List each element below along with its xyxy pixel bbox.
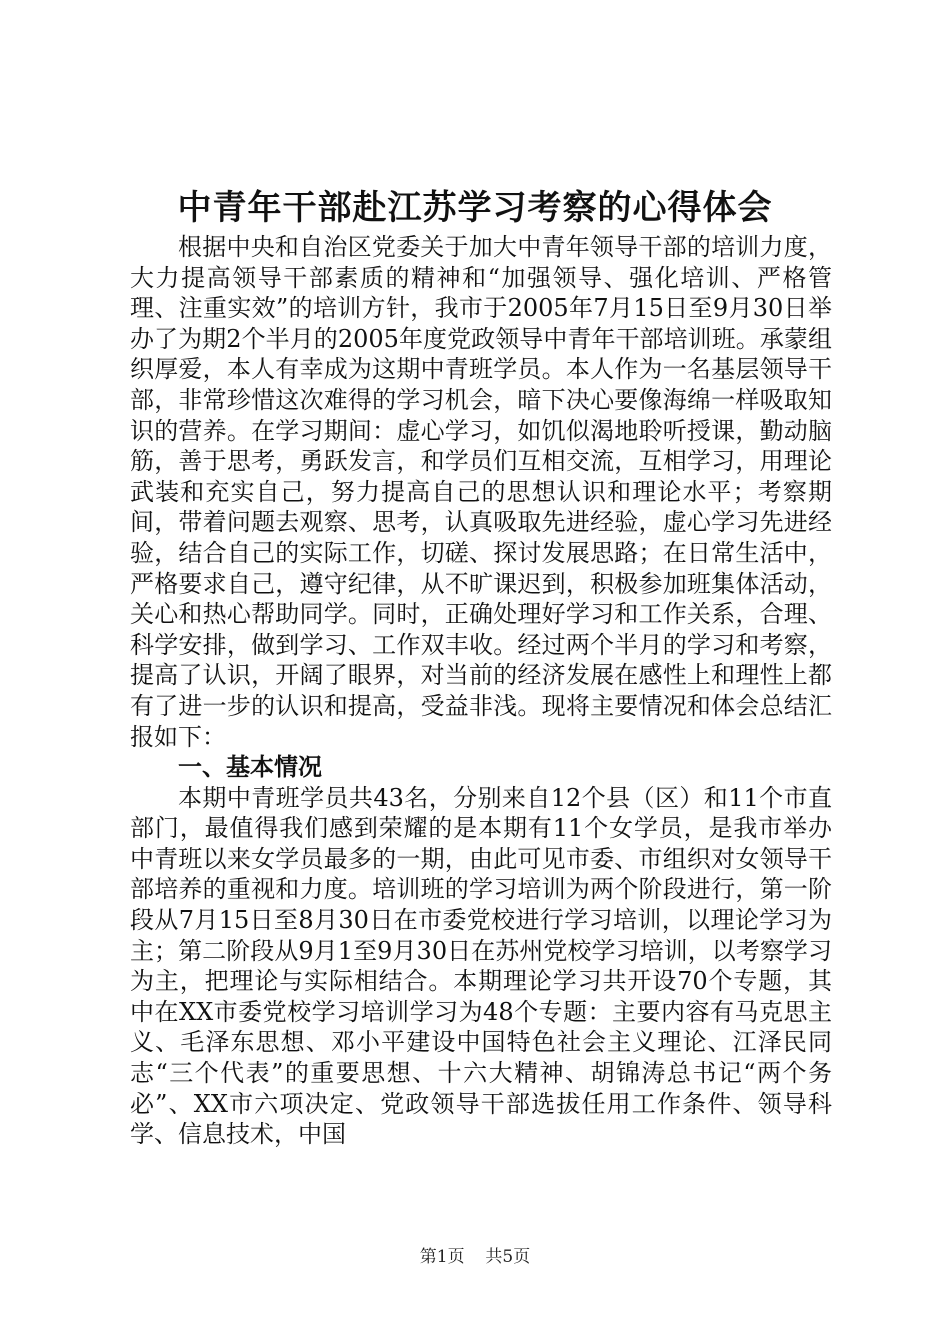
page-number: 第1页 — [419, 1247, 465, 1267]
basic-info-paragraph: 本期中青班学员共43名，分别来自12个县（区）和11个市直部门，最值得我们感到荣耀的是本期有11个女学员，是我市举办中青班以来女学员最多的一期，由此可见市委、市组织对女领导干部培养的重视和力度。培训班的学习培训为两个阶段进行，第一阶段从7月15日至8月30日在市委党校进行学习培训，以理论学习为主；第二阶段从9月1至9月30日在苏州党校学习培训，以考察学习为主，把理论与实际相结合。本期理论学习共开设70个专题，其中在XX市委党校学习培训学习为48个专题：主要内容有马克思主义、毛泽东思想、邓小平建设中国特色社会主义理论、江泽民同志“三个代表”的重要思想、十六大精神、胡锦涛总书记“两个务必”、XX市六项决定、党政领导干部选拔任用工作条件、领导科学、信息技术，中国 — [130, 783, 832, 1149]
document-title: 中青年干部赴江苏学习考察的心得体会 — [177, 188, 773, 228]
page-footer — [0, 1245, 950, 1269]
section-heading: 一、基本情况 — [178, 752, 322, 782]
document-body — [130, 232, 832, 1150]
page-total: 共5页 — [485, 1247, 531, 1267]
intro-paragraph: 根据中央和自治区党委关于加大中青年领导干部的培训力度，大力提高领导干部素质的精神和“加强领导、强化培训、严格管理、注重实效”的培训方针，我市于2005年7月15日至9月30日举办了为期2个半月的2005年度党政领导中青年干部培训班。承蒙组织厚爱，本人有幸成为这期中青班学员。本人作为一名基层领导干部，非常珍惜这次难得的学习机会，暗下决心要像海绵一样吸取知识的营养。在学习期间：虚心学习，如饥似渴地聆听授课，勤动脑筋，善于思考，勇跃发言，和学员们互相交流，互相学习，用理论武装和充实自己，努力提高自己的思想认识和理论水平；考察期间，带着问题去观察、思考，认真吸取先进经验，虚心学习先进经验，结合自己的实际工作，切磋、探讨发展思路；在日常生活中，严格要求自己，遵守纪律，从不旷课迟到，积极参加班集体活动，关心和热心帮助同学。同时，正确处理好学习和工作关系，合理、科学安排，做到学习、工作双丰收。经过两个半月的学习和考察，提高了认识，开阔了眼界，对当前的经济发展在感性上和理性上都有了进一步的认识和提高，受益非浅。现将主要情况和体会总结汇报如下： — [130, 233, 832, 751]
